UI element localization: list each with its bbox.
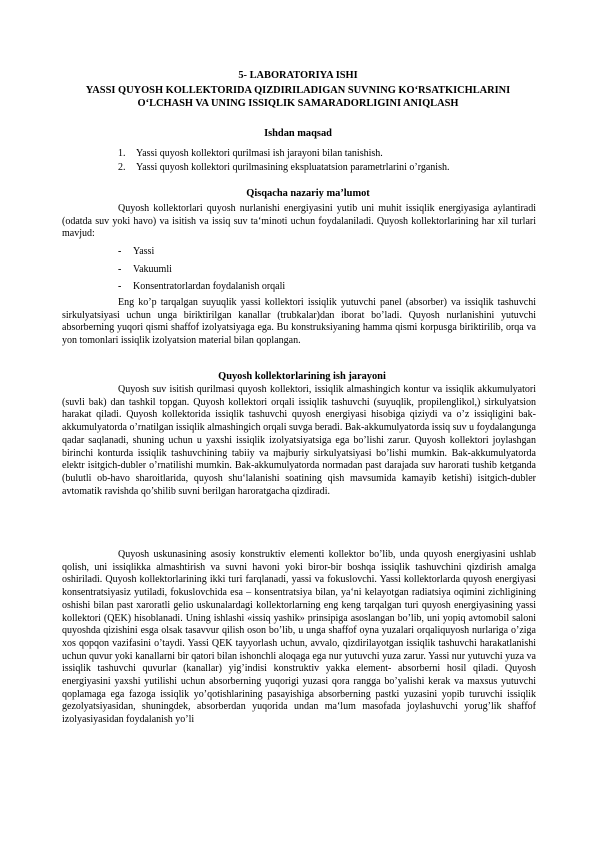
list-item [118,147,538,161]
work-heading: Quyosh kollektorlarining ish jarayoni [218,371,386,382]
paragraph: Quyosh uskunasining asosiy konstruktiv elementi kollektor bo’lib, unda quyosh energiyasini ushlab qolish, uni issiqlikka almashtirish va suvni havoni yoki biror-bir boshqa issiqlik tashuvchini qizdirish amalga oshiriladi. Quyosh kollektorlarining ikki turi farqlanadi, yassi va fokuslovchi. Yassi kollektorlarda quyosh energiyasi konsentratsiyasiz yutiladi, fokuslovchida esa – konsentratsiya bilan, ya‘ni kelayotgan radiatsiya oqimini zichligining oshishi bilan past xaroratli gelio uskunalardagi kollektorlarning eng keng tarqalgan turi quyosh energiyasining yassi kollektori (QEK) hisoblanadi. Uning ishlashi «issiq yashik» prinsipiga asoslangan bo’lib, uni yopiq avtomobil saloni quyoshda qizishini esga olsak tasavvur qilish oson bo’lib, u unga shaffof oyna yuzalari orqaliquyosh nurlariga o’ziga xos qopqon vazifasini o’taydi. Yassi QEK tayyorlash uchun, avvalo, qizdirilayotgan issiqlik tashuvchi harakatlanishi uchun quvur yoki kanallarni bir qatori bilan ishonchli aloqaga ega nur yutuvchi yuza zarur. Yassi nur yutuvchi yuza va issiqlik tashuvchi quvurlar (kanallar) yig’indisi konstruktiv yakka element- absorberni hosil qiladi. Quyosh energiyasini yaxshi yutilishi uchun absorberning yuqorigi yuzasi qora rangga bo’yalishi kerak va maxsus yutuvchi qoplamaga ega fazoga issiqlik yo’qotishlarining pasayishiga absorberning pastki yuzasini yopib turuvchi issiqlik gezolyatsiyasidan, shuningdek, absorberdan yuqorida undan ma‘lum masofada joylashuvchi yorug’lik shaffof izolyasiyasidan foydalanish yo’li [62,549,536,726]
list-item [118,278,285,296]
paragraph: Eng ko’p tarqalgan suyuqlik yassi kollektori issiqlik yutuvchi panel (absorber) va issiqlik tashuvchi sirkulyatsiyasi uchun unga biriktirilgan kanallar (trubkalar)dan iborat bo’ladi. Quyosh nurlanishini yutuvchi absorberning yuqori qismi shaffof izolyatsiyaga ega. Bu konstruksiyaning hamma qismi korpusga biriktirilib, orqa va yon tomonlari issiqlik izolyatsion material bilan qoplangan. [62,297,536,347]
aims-list [118,147,538,174]
paragraph: Quyosh kollektorlari quyosh nurlanishi energiyasini yutib uni muhit issiqlik energiyasiga aylantiradi (odatda suv yoki havo) va isitish va issiq suv ta‘minoti uchun foydalaniladi. Quyosh kollektorlarining har xil turlari mavjud: [62,203,536,240]
list-text: Yassi quyosh kollektori qurilmasi ish jarayoni bilan tanishish. [136,148,383,159]
lab-title: 5- LABORATORIYA ISHI [238,70,358,81]
list-item [118,161,538,175]
aim-heading: Ishdan maqsad [264,128,332,139]
dash-bullet: - [118,263,122,275]
list-item [118,261,285,279]
list-text: Konsentratorlardan foydalanish orqali [133,281,286,292]
dash-bullet: - [118,246,122,257]
list-item [118,243,285,261]
theory-heading: Qisqacha nazariy ma’lumot [246,188,370,199]
paragraph: Quyosh suv isitish qurilmasi quyosh kollektori, issiqlik almashingich kontur va issiqlik akkumulyatori (suvli bak) dan tashkil topgan. Quyosh kollektori orqali issiqlik tashuvchi (suyuqlik, propilenglikol,) sirkulyatsion harakat qiladi. Quyosh kollektorida issiqlik tashuvchi quyosh energiyasi hisobiga qiziydi va o’z issiqligini bak-akkumulyatorda o’rnatilgan issiqlik almashingich orqali suvga beradi. Bak-akkumulyatorda issiq suv u foydalangunga qadar saqlanadi, shuning uchun u yaxshi issiqlik izolyatsiyatsiga ega bo’lishi zarur. Quyosh kollektori joylashgan birinchi konturda issiqlik tashuvchining tabiiy va majburiy sirkulyatsiyasi bo’lishi mumkin. Bak-akkumulyatorda elektr isitgich-dubler o’rnatilishi mumkin. Bak-akkumulyatorda normadan past darajada suv harorati tushib ketganda (bulutli ob-havo sharoitlarida, quyosh shu‘lalanishi soatining qish mavsumida kamayib ketishi) isitgich-dubler avtomatik ravishda qo’shilib suvni berilgan haroratgacha qizdiradi. [62,384,536,497]
main-title: YASSI QUYOSH KOLLEKTORIDA QIZDIRILADIGAN SUVNING KO‘RSATKICHLARINI O‘LCHASH VA UNING ISSIQLIK SAMARADORLIGINI ANIQLASH [85,85,511,109]
list-text: Yassi [133,246,155,257]
dash-bullet: - [118,281,122,292]
list-number: 1. [118,148,126,159]
collector-types-list [118,243,285,296]
list-number: 2. [118,161,126,173]
list-text: Yassi quyosh kollektori qurilmasining ekspluatatsion parametrlarini o’rganish. [136,161,450,173]
list-text: Vakuumli [133,263,172,275]
